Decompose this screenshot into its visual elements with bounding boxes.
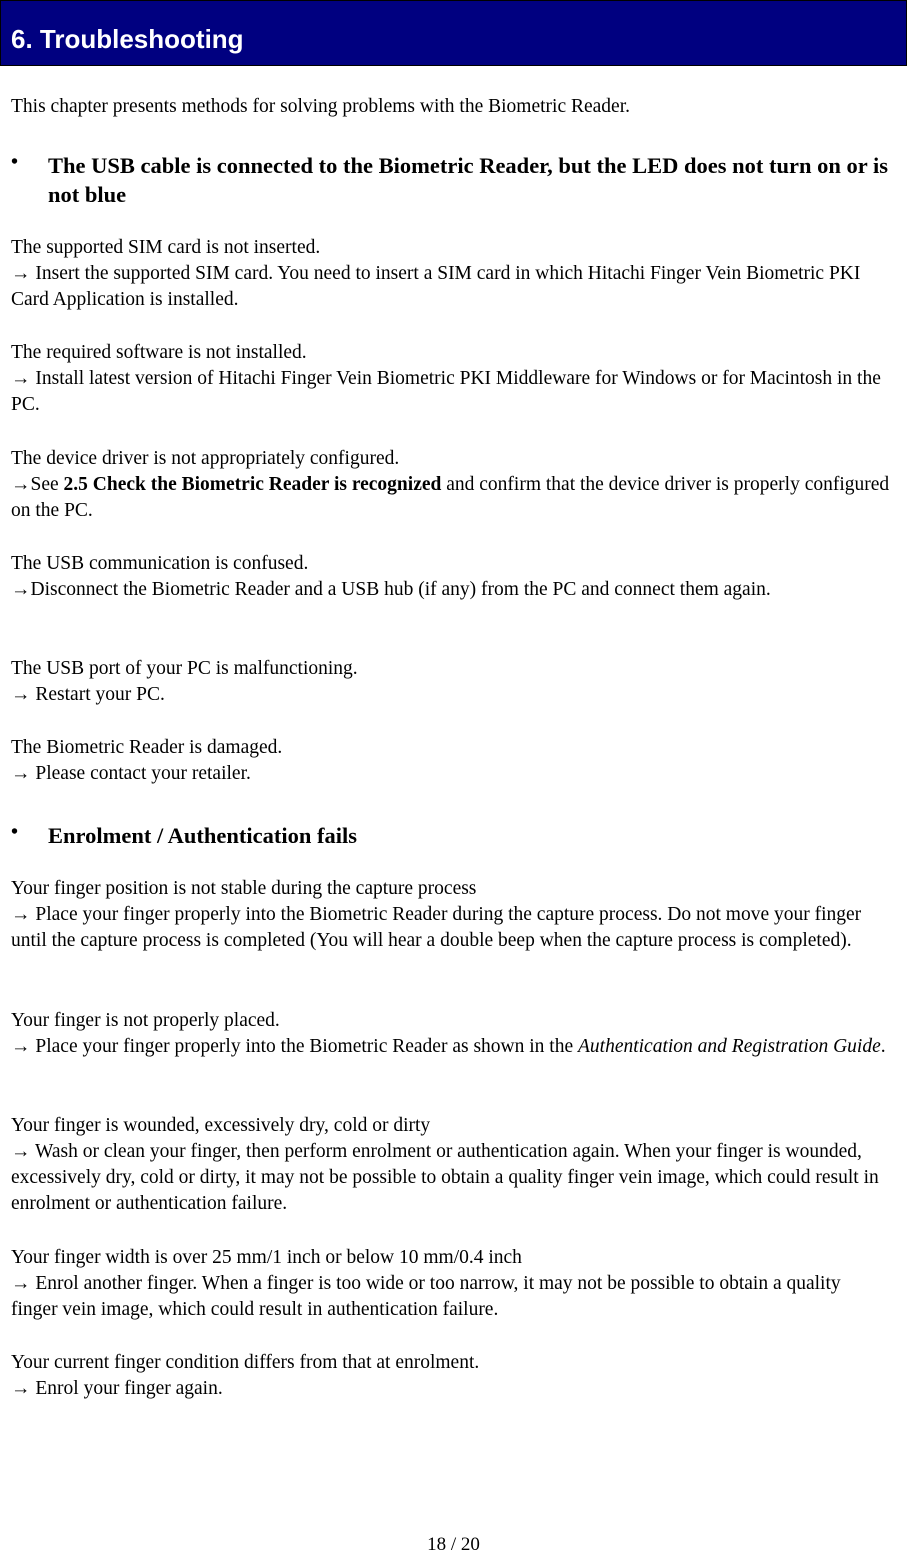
troubleshoot-item	[11, 1113, 891, 1217]
problem-text: The Biometric Reader is damaged.	[11, 737, 283, 758]
solution-text: → Install latest version of Hitachi Finger Vein Biometric PKI Middleware for Windows or for Macintosh in the PC.	[11, 368, 881, 415]
section-heading-text: Enrolment / Authentication fails	[48, 823, 357, 848]
chapter-title: 6. Troubleshooting	[11, 24, 244, 54]
solution-text: → Please contact your retailer.	[11, 763, 251, 784]
solution-text	[11, 472, 891, 524]
problem-text: The supported SIM card is not inserted.	[11, 237, 321, 258]
page-number: 18 / 20	[427, 1534, 480, 1555]
solution-text: → Enrol another finger. When a finger is too wide or too narrow, it may not be possible to obtain a quality finger vein image, which could result in authentication failure.	[11, 1273, 841, 1320]
problem-text: The device driver is not appropriately configured.	[11, 448, 400, 469]
solution-text: → Restart your PC.	[11, 684, 165, 705]
solution-suffix: and confirm that the device driver is properly configured on the PC.	[11, 474, 890, 521]
solution-suffix: .	[880, 1036, 886, 1057]
troubleshoot-item	[11, 551, 891, 603]
bullet-icon: •	[11, 821, 19, 843]
troubleshoot-item	[11, 876, 891, 954]
solution-text: → Enrol your finger again.	[11, 1378, 223, 1399]
solution-text: → Wash or clean your finger, then perform enrolment or authentication again. When your finger is wounded, excessively dry, cold or dirty, it may not be possible to obtain a quality finger vein image, which could result in enrolment or authentication failure.	[11, 1141, 879, 1214]
troubleshoot-item	[11, 1245, 891, 1323]
solution-prefix: → Place your finger properly into the Biometric Reader as shown in the	[11, 1036, 578, 1057]
solution-prefix: →See	[11, 474, 64, 495]
solution-text: →Disconnect the Biometric Reader and a USB hub (if any) from the PC and connect them again.	[11, 579, 771, 600]
section-reference: 2.5 Check the Biometric Reader is recognized	[63, 474, 442, 495]
problem-text: Your finger is not properly placed.	[11, 1010, 280, 1031]
problem-text: Your finger is wounded, excessively dry, cold or dirty	[11, 1115, 431, 1136]
solution-text	[11, 1034, 891, 1060]
problem-text: The required software is not installed.	[11, 342, 307, 363]
troubleshoot-item	[11, 1008, 891, 1060]
intro-text: This chapter presents methods for solving problems with the Biometric Reader.	[11, 96, 630, 117]
solution-text: → Place your finger properly into the Biometric Reader during the capture process. Do not move your finger until the capture process is completed (You will hear a double beep when the capture process is completed).	[11, 904, 862, 951]
bullet-icon: •	[11, 151, 19, 173]
problem-text: The USB port of your PC is malfunctioning.	[11, 658, 358, 679]
problem-text: Your current finger condition differs from that at enrolment.	[11, 1352, 480, 1373]
problem-text: The USB communication is confused.	[11, 553, 309, 574]
guide-reference: Authentication and Registration Guide	[577, 1036, 881, 1057]
section-heading-enrolment	[11, 821, 891, 850]
problem-text: Your finger position is not stable during the capture process	[11, 878, 477, 899]
section-heading-led	[11, 151, 891, 209]
troubleshoot-item	[11, 735, 891, 787]
troubleshoot-item	[11, 235, 891, 313]
section-heading-text: The USB cable is connected to the Biometric Reader, but the LED does not turn on or is not blue	[48, 153, 888, 207]
troubleshoot-item	[11, 656, 891, 708]
problem-text: Your finger width is over 25 mm/1 inch or below 10 mm/0.4 inch	[11, 1247, 522, 1268]
solution-text: → Insert the supported SIM card. You need to insert a SIM card in which Hitachi Finger Vein Biometric PKI Card Application is installed.	[11, 263, 861, 310]
troubleshoot-item	[11, 446, 891, 524]
troubleshoot-item	[11, 340, 891, 418]
troubleshoot-item	[11, 1350, 891, 1402]
chapter-banner	[0, 0, 907, 66]
